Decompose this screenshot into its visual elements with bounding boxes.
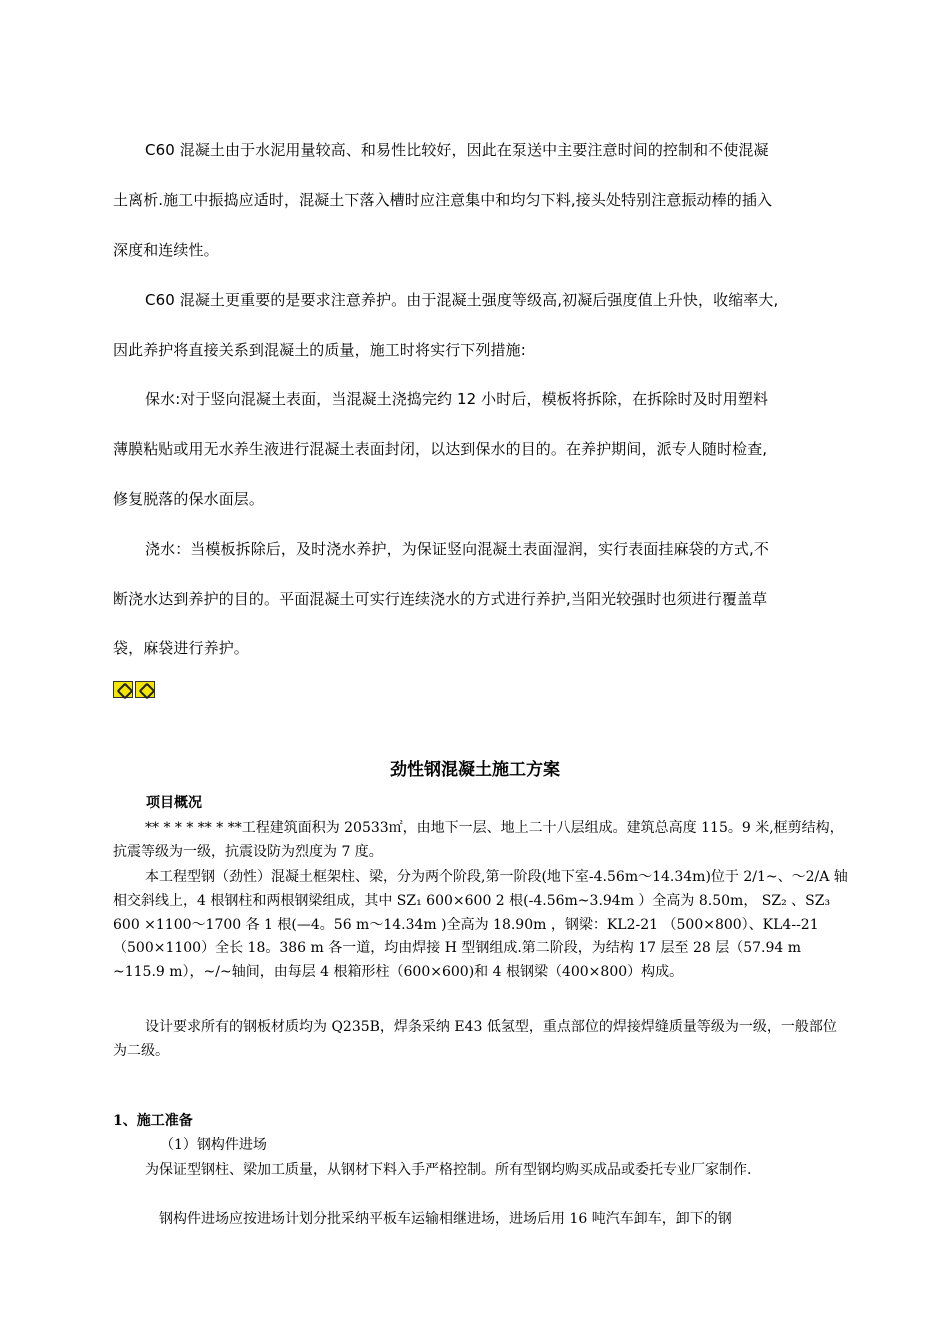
- paragraph-line: 浇水：当模板拆除后，及时浇水养护，为保证竖向混凝土表面湿润，实行表面挂麻袋的方式,不: [145, 540, 769, 558]
- paragraph-line: 修复脱落的保水面层。: [113, 490, 265, 508]
- section-paragraph: 为保证型钢柱、梁加工质量，从钢材下料入手严格控制。所有型钢均购买成品或委托专业厂家制作.: [145, 1162, 752, 1178]
- overview-paragraph: 本工程型钢（劲性）混凝土框架柱、梁，分为两个阶段,第一阶段(地下室-4.56m～14.34m)位于 2/1~、～2/A 轴相交斜线上，4 根钢柱和两根钢梁组成，其中 SZ₁ 600×600 2 根(-4.56m~3.94m ）全高为 8.50m， SZ₂ 、SZ₃ 600 ×1100～1700 各 1 根(—4。56 m～14.34m )全高为 18.90m ，钢梁：KL2-21 （500×800）、KL4--21（500×1100）全长 18。386 m 各一道，均由焊接 H 型钢组成.第二阶段，为结构 17 层至 28 层（57.94 m ~115.9 m），~/~轴间，由每层 4 根箱形柱（600×600)和 4 根钢梁（400×800）构成。: [113, 869, 848, 981]
- overview-paragraph: 设计要求所有的钢板材质均为 Q235B，焊条采纳 E43 低氢型，重点部位的焊接焊缝质量等级为一级，一般部位为二级。: [113, 1019, 837, 1059]
- paragraph-line: 深度和连续性。: [113, 241, 219, 259]
- section-paragraph: 钢构件进场应按进场计划分批采纳平板车运输相继进场，进场后用 16 吨汽车卸车，卸下的钢: [159, 1211, 732, 1227]
- attachment-icons: [113, 681, 155, 698]
- paragraph-line: 土离析.施工中振捣应适时，混凝土下落入槽时应注意集中和均匀下料,接头处特别注意振动棒的插入: [113, 191, 773, 209]
- overview-heading: 项目概况: [146, 795, 202, 811]
- paragraph-line: C60 混凝土由于水泥用量较高、和易性比较好，因此在泵送中主要注意时间的控制和不使混凝: [145, 141, 769, 159]
- document-title: 劲性钢混凝土施工方案: [390, 760, 560, 780]
- paragraph-line: C60 混凝土更重要的是要求注意养护。由于混凝土强度等级高,初凝后强度值上升快，收缩率大,: [145, 291, 779, 309]
- paragraph-line: 保水:对于竖向混凝土表面，当混凝土浇捣完约 12 小时后，模板将拆除，在拆除时及时用塑料: [145, 390, 769, 408]
- paragraph-line: 因此养护将直接关系到混凝土的质量，施工时将实行下列措施:: [113, 341, 526, 359]
- paperclip-icon[interactable]: [113, 681, 133, 698]
- paragraph-line: 断浇水达到养护的目的。平面混凝土可实行连续浇水的方式进行养护,当阳光较强时也须进行覆盖草: [113, 590, 768, 608]
- paragraph-line: 薄膜粘贴或用无水养生液进行混凝土表面封闭，以达到保水的目的。在养护期间，派专人随时检查,: [113, 440, 768, 458]
- section-heading: 1、施工准备: [113, 1113, 193, 1129]
- paperclip-icon[interactable]: [135, 681, 155, 698]
- overview-paragraph: ** * * * ** * **工程建筑面积为 20533㎡，由地下一层、地上二十八层组成。建筑总高度 115。9 米,框剪结构，抗震等级为一级，抗震设防为烈度为 7 度。: [113, 820, 844, 860]
- section-subheading: （1）钢构件进场: [160, 1137, 267, 1153]
- paragraph-line: 袋，麻袋进行养护。: [113, 639, 249, 657]
